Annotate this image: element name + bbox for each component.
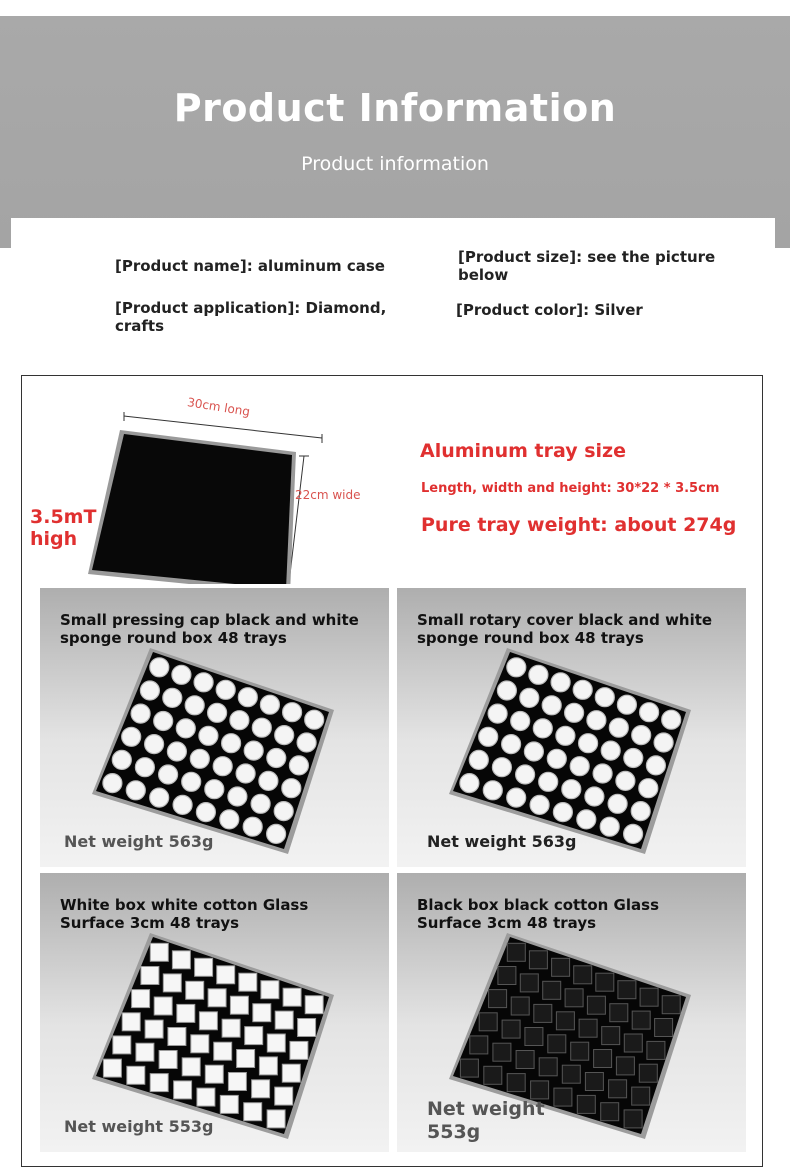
compartment (132, 990, 150, 1008)
compartment (520, 688, 539, 707)
compartment (492, 758, 511, 777)
compartment (525, 1028, 543, 1046)
compartment (601, 741, 620, 760)
spec-dimensions: Length, width and height: 30*22 * 3.5cm (421, 481, 720, 496)
compartment (222, 734, 241, 753)
compartment (205, 1065, 223, 1083)
compartment (624, 1110, 642, 1128)
compartment (460, 1059, 478, 1077)
compartment (154, 712, 173, 731)
top-strip (0, 0, 790, 16)
compartment (113, 1036, 131, 1054)
compartment (640, 988, 658, 1006)
spec-weight: Pure tray weight: about 274g (421, 514, 737, 536)
compartment (289, 756, 308, 775)
compartment (275, 1087, 293, 1105)
compartment (150, 943, 168, 961)
compartment (610, 1004, 628, 1022)
compartment (237, 1050, 255, 1068)
compartment (195, 958, 213, 976)
compartment (516, 1051, 534, 1069)
compartment (587, 996, 605, 1014)
compartment (587, 711, 606, 730)
compartment (176, 719, 195, 738)
compartment (236, 764, 255, 783)
compartment (199, 726, 218, 745)
compartment (230, 711, 249, 730)
compartment (103, 774, 122, 793)
product-size: [Product size]: see the picture below (458, 248, 716, 284)
compartment (275, 1011, 293, 1029)
compartment (230, 996, 248, 1014)
compartment (305, 996, 323, 1014)
compartment (282, 1064, 300, 1082)
compartment (632, 1011, 650, 1029)
compartment (216, 680, 235, 699)
compartment (126, 781, 145, 800)
compartment (228, 787, 247, 806)
compartment (551, 673, 570, 692)
compartment (608, 794, 627, 813)
compartment (167, 742, 186, 761)
compartment (529, 951, 547, 969)
compartment (570, 757, 589, 776)
compartment (208, 989, 226, 1007)
compartment (244, 741, 263, 760)
compartment (571, 1042, 589, 1060)
product-name: [Product name]: aluminum case (115, 257, 385, 275)
compartment (145, 1020, 163, 1038)
compartment (182, 772, 201, 791)
product-title: Black box black cotton Glass Surface 3cm 48 trays (417, 896, 659, 932)
compartment (305, 710, 324, 729)
compartment (533, 719, 552, 738)
compartment (141, 967, 159, 985)
compartment (639, 779, 658, 798)
compartment (543, 981, 561, 999)
height-label: 3.5mT high (30, 506, 97, 550)
compartment (267, 824, 286, 843)
compartment (488, 704, 507, 723)
compartment (479, 1013, 497, 1031)
compartment (556, 726, 575, 745)
compartment (534, 1004, 552, 1022)
compartment (244, 1103, 262, 1121)
compartment (552, 958, 570, 976)
compartment (283, 988, 301, 1006)
compartment (601, 1103, 619, 1121)
compartment (600, 817, 619, 836)
compartment (252, 1080, 270, 1098)
product-title: Small rotary cover black and white sponge round box 48 trays (417, 611, 713, 647)
compartment (267, 1110, 285, 1128)
compartment (259, 1057, 277, 1075)
compartment (239, 973, 257, 991)
compartment (145, 735, 164, 754)
compartment (548, 1035, 566, 1053)
compartment (624, 824, 643, 843)
compartment (507, 943, 525, 961)
product-color: [Product color]: Silver (456, 301, 643, 319)
compartment (489, 990, 507, 1008)
compartment (594, 1050, 612, 1068)
compartment (529, 665, 548, 684)
compartment (616, 771, 635, 790)
compartment (163, 974, 181, 992)
compartment (470, 1036, 488, 1054)
compartment (260, 695, 279, 714)
compartment (577, 1095, 595, 1113)
compartment (553, 803, 572, 822)
compartment (654, 733, 673, 752)
product-weight: Net weight 563g (64, 832, 214, 851)
compartment (497, 681, 516, 700)
compartment (618, 981, 636, 999)
product-weight: Net weight 553g (427, 1098, 545, 1143)
compartment (185, 696, 204, 715)
compartment (267, 1034, 285, 1052)
compartment (617, 695, 636, 714)
compartment (585, 787, 604, 806)
compartment (542, 696, 561, 715)
hero-banner (0, 16, 790, 248)
compartment (103, 1059, 121, 1077)
compartment (182, 1058, 200, 1076)
compartment (213, 757, 232, 776)
compartment (177, 1004, 195, 1022)
compartment (507, 788, 526, 807)
compartment (662, 996, 680, 1014)
compartment (524, 742, 543, 761)
compartment (531, 1081, 549, 1099)
compartment (516, 765, 535, 784)
product-application: [Product application]: Diamond, crafts (115, 299, 387, 335)
compartment (243, 817, 262, 836)
compartment (662, 710, 681, 729)
compartment (573, 680, 592, 699)
compartment (238, 688, 257, 707)
product-panel-1 (40, 588, 389, 867)
compartment (574, 966, 592, 984)
compartment (259, 771, 278, 790)
compartment (290, 1041, 308, 1059)
compartment (640, 703, 659, 722)
compartment (245, 1027, 263, 1045)
compartment (174, 1081, 192, 1099)
compartment (172, 665, 191, 684)
spec-title: Aluminum tray size (420, 440, 626, 462)
compartment (483, 781, 502, 800)
compartment (565, 703, 584, 722)
compartment (194, 673, 213, 692)
compartment (199, 1012, 217, 1030)
compartment (511, 997, 529, 1015)
compartment (136, 1043, 154, 1061)
compartment (251, 794, 270, 813)
compartment (135, 758, 154, 777)
compartment (632, 1087, 650, 1105)
compartment (632, 726, 651, 745)
compartment (655, 1019, 673, 1037)
compartment (283, 703, 302, 722)
compartment (577, 810, 596, 829)
compartment (593, 764, 612, 783)
compartment (208, 703, 227, 722)
page-title: Product Information (173, 86, 617, 130)
compartment (479, 727, 498, 746)
compartment (150, 788, 169, 807)
compartment (539, 772, 558, 791)
compartment (150, 658, 169, 677)
product-weight: Net weight 563g (427, 832, 577, 851)
compartment (274, 802, 293, 821)
compartment (460, 774, 479, 793)
compartment (122, 727, 141, 746)
compartment (267, 749, 286, 768)
compartment (539, 1058, 557, 1076)
compartment (507, 1074, 525, 1092)
compartment (217, 966, 235, 984)
compartment (191, 1035, 209, 1053)
compartment (122, 1013, 140, 1031)
compartment (159, 1051, 177, 1069)
compartment (507, 658, 526, 677)
compartment (220, 810, 239, 829)
compartment (205, 780, 224, 799)
compartment (565, 989, 583, 1007)
compartment (579, 1019, 597, 1037)
length-label: 30cm long (186, 395, 251, 419)
compartment (298, 1019, 316, 1037)
compartment (173, 795, 192, 814)
compartment (154, 997, 172, 1015)
compartment (214, 1042, 232, 1060)
compartment (127, 1066, 145, 1084)
compartment (624, 749, 643, 768)
compartment (172, 951, 190, 969)
compartment (520, 974, 538, 992)
compartment (624, 1034, 642, 1052)
product-panel-2 (397, 588, 746, 867)
compartment (297, 733, 316, 752)
compartment (197, 1088, 215, 1106)
product-title: White box white cotton Glass Surface 3cm 48 trays (60, 896, 309, 932)
compartment (502, 735, 521, 754)
compartment (502, 1020, 520, 1038)
compartment (484, 1066, 502, 1084)
compartment (186, 981, 204, 999)
compartment (511, 712, 530, 731)
compartment (647, 1041, 665, 1059)
compartment (469, 750, 488, 769)
compartment (562, 780, 581, 799)
page-subtitle: Product information (301, 153, 489, 175)
compartment (547, 749, 566, 768)
width-label: 22cm wide (295, 488, 361, 502)
compartment (609, 1080, 627, 1098)
compartment (252, 718, 271, 737)
compartment (602, 1027, 620, 1045)
compartment (159, 765, 178, 784)
compartment (639, 1064, 657, 1082)
compartment (609, 718, 628, 737)
compartment (222, 1019, 240, 1037)
compartment (616, 1057, 634, 1075)
compartment (596, 973, 614, 991)
product-panel-3 (40, 873, 389, 1152)
compartment (131, 704, 150, 723)
product-panel-4 (397, 873, 746, 1152)
compartment (562, 1065, 580, 1083)
compartment (150, 1074, 168, 1092)
compartment (646, 756, 665, 775)
compartment (190, 749, 209, 768)
compartment (168, 1028, 186, 1046)
product-detail-frame (21, 375, 763, 1167)
compartment (163, 688, 182, 707)
compartment (282, 779, 301, 798)
compartment (275, 726, 294, 745)
compartment (493, 1043, 511, 1061)
compartment (556, 1012, 574, 1030)
compartment (228, 1073, 246, 1091)
compartment (579, 734, 598, 753)
compartment (631, 802, 650, 821)
product-title: Small pressing cap black and white sponge round box 48 trays (60, 611, 359, 647)
compartment (253, 1004, 271, 1022)
product-weight: Net weight 553g (64, 1117, 214, 1136)
compartment (530, 795, 549, 814)
compartment (140, 681, 159, 700)
compartment (220, 1095, 238, 1113)
compartment (498, 967, 516, 985)
compartment (196, 803, 215, 822)
compartment (595, 688, 614, 707)
compartment (112, 750, 131, 769)
compartment (261, 981, 279, 999)
compartment (585, 1073, 603, 1091)
